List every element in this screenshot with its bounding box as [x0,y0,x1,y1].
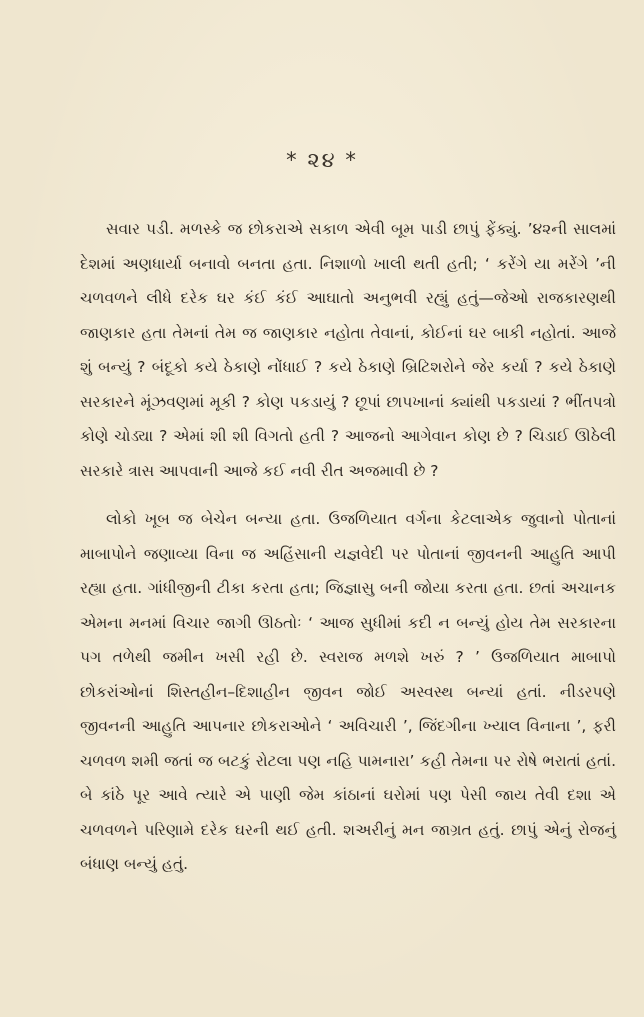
paragraph-2: લોકો ખૂબ જ બેચેન બન્યા હતા. ઉજળિયાત વર્ગના કેટલાએક જુવાનો પોતાનાં માબાપોને જણાવ્યા વિના જ અહિંસાની યજ્ઞવેદી પર પોતાનાં જીવનની આહુતિ આપી રહ્યા હતા. ગાંધીજીની ટીકા કરતા હતા; જિજ્ઞાસુ બની જોયા કરતા હતા. છતાં અચાનક એમના મનમાં વિચાર જાગી ઊઠતોઃ ‘ આજ સુધીમાં કદી ન બન્યું હોય તેમ સરકારના પગ તળેથી જમીન ખસી રહી છે. સ્વરાજ મળશે ખરું ? ’ ઉજળિયાત માબાપો છોકરાંઓનાં શિસ્તહીન–દિશાહીન જીવન જોઈ અસ્વસ્થ બન્યાં હતાં. નીડરપણે જીવનની આહુતિ આપનાર છોકરાઓને ‘ અવિચારી ’, જિંદગીના ખ્યાલ વિનાના ’, ફરી ચળવળ શમી જતાં જ બટકું રોટલા પણ નહિ પામનારા’ કહી તેમના પર રોષે ભરાતાં હતાં. બે કાંઠે પૂર આવે ત્યારે એ પાણી જેમ કાંઠાનાં ઘરોમાં પણ પેસી જાય તેવી દશા એ ચળવળને પરિણામે દરેક ઘરની થઈ હતી. શઅરીનું મન જાગ્રત હતું. છાપું એનું રોજનું બંધાણ બન્યું હતું. [80,510,616,873]
chapter-heading: * ૨૪ * [286,148,358,172]
body-text [80,212,616,882]
paragraph-1: સવાર પડી. મળસ્કે જ છોકરાએ સકાળ એવી બૂમ પાડી છાપું ફેંક્યું. ’૪૨ની સાલમાં દેશમાં અણધાર્યા બનાવો બનતા હતા. નિશાળો ખાલી થતી હતી; ‘ કરેંગે યા મરેંગે ’ની ચળવળને લીધે દરેક ઘર કંઈ કંઈ આઘાતો અનુભવી રહ્યું હતું—જેઓ રાજકારણથી જાણકાર હતા તેમનાં તેમ જ જાણકાર નહોતા તેવાનાં, કોઈનાં ઘર બાકી નહોતાં. આજે શું બન્યું ? બંદૂકો કયે ઠેકાણે નોંધાઈ ? કયે ઠેકાણે બ્રિટિશરોને જેર કર્યા ? કયે ઠેકાણે સરકારને મૂંઝવણમાં મૂકી ? કોણ પકડાયું ? છૂપાં છાપખાનાં ક્યાંથી પકડાયાં ? ભીંતપત્રો કોણે ચોડ્યા ? એમાં શી શી વિગતો હતી ? આજનો આગેવાન કોણ છે ? ચિડાઈ ઊઠેલી સરકારે ત્રાસ આપવાની આજે કઈ નવી રીત અજમાવી છે ? [80,220,616,480]
